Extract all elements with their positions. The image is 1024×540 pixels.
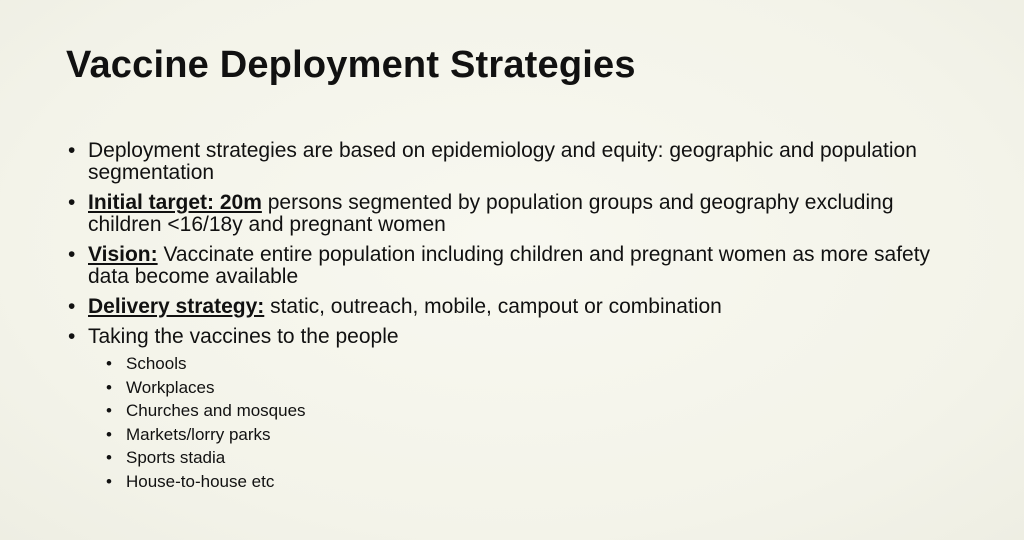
- bullet-dot-icon: •: [68, 139, 76, 162]
- bullet-text: static, outreach, mobile, campout or combination: [264, 295, 722, 318]
- sub-bullet-text: Sports stadia: [126, 448, 226, 468]
- bullet-list: [66, 140, 946, 502]
- sub-bullet-item: [104, 399, 946, 423]
- bullet-dot-icon: •: [68, 325, 76, 348]
- bullet-item-vision: [66, 244, 946, 288]
- sub-bullet-list: [88, 352, 946, 494]
- sub-bullet-text: Workplaces: [126, 377, 215, 397]
- slide-title: Vaccine Deployment Strategies: [66, 44, 636, 86]
- bullet-dot-icon: •: [106, 448, 112, 468]
- sub-bullet-text: Churches and mosques: [126, 401, 306, 421]
- sub-bullet-item: [104, 470, 946, 494]
- sub-bullet-item: [104, 423, 946, 447]
- bullet-text: Vaccinate entire population including children and pregnant women as more safety data become available: [88, 243, 931, 288]
- bullet-item-initial-target: [66, 192, 946, 236]
- bullet-lead: Vision:: [88, 243, 158, 266]
- bullet-text: persons segmented by population groups and geography excluding children <16/18y and pregnant women: [88, 191, 894, 236]
- bullet-item-deployment: [66, 140, 946, 184]
- sub-bullet-item: [104, 352, 946, 376]
- bullet-dot-icon: •: [106, 401, 112, 421]
- sub-bullet-item: [104, 446, 946, 470]
- bullet-text: Taking the vaccines to the people: [88, 325, 399, 348]
- sub-bullet-text: Markets/lorry parks: [126, 424, 271, 444]
- bullet-dot-icon: •: [106, 354, 112, 373]
- bullet-lead: Delivery strategy:: [88, 295, 265, 318]
- bullet-dot-icon: •: [68, 243, 76, 266]
- sub-bullet-text: Schools: [126, 354, 187, 373]
- bullet-dot-icon: •: [68, 191, 76, 214]
- bullet-item-taking-vaccines: [66, 326, 946, 494]
- bullet-lead: Initial target: 20m: [88, 191, 262, 214]
- bullet-item-delivery-strategy: [66, 296, 946, 318]
- bullet-dot-icon: •: [106, 424, 112, 444]
- sub-bullet-item: [104, 376, 946, 400]
- bullet-dot-icon: •: [106, 377, 112, 397]
- bullet-text: Deployment strategies are based on epidemiology and equity: geographic and population segmentation: [88, 139, 917, 184]
- bullet-dot-icon: •: [106, 471, 112, 491]
- sub-bullet-text: House-to-house etc: [126, 471, 275, 491]
- bullet-dot-icon: •: [68, 295, 76, 318]
